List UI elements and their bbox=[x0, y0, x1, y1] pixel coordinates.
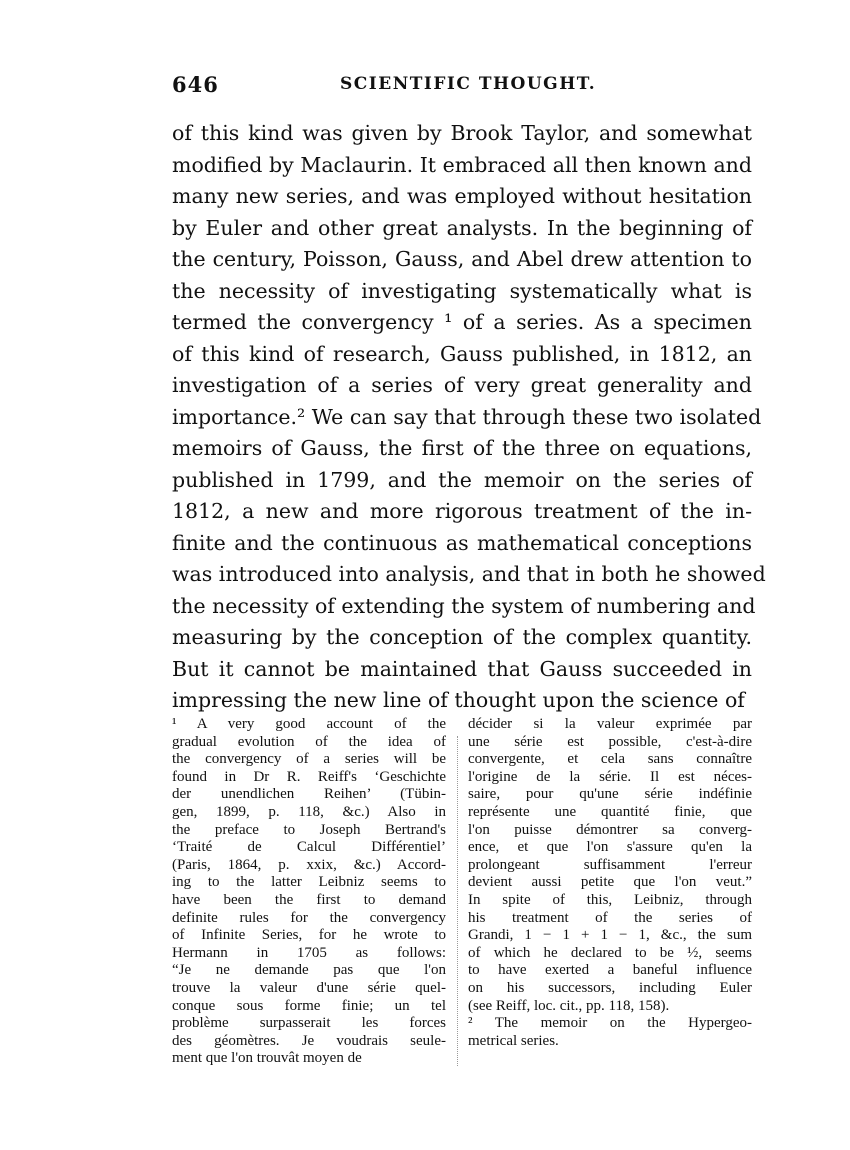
footnote-line: ¹ A very good account of the bbox=[172, 716, 446, 732]
footnotes bbox=[172, 716, 752, 1076]
footnote-line: on his successors, including Euler bbox=[468, 979, 752, 996]
footnote-line: trouve la valeur d'une série quel- bbox=[172, 979, 446, 996]
body-line: the necessity of extending the system of numbering and bbox=[172, 593, 756, 618]
footnote-line: gen, 1899, p. 118, &c.) Also in bbox=[172, 803, 446, 820]
footnote-line: the preface to Joseph Bertrand's bbox=[172, 821, 446, 838]
body-line: modified by Maclaurin. It embraced all then known and bbox=[172, 152, 752, 177]
footnote-line: ‘Traité de Calcul Différentiel’ bbox=[172, 839, 446, 856]
footnote-line: une série est possible, c'est-à-dire bbox=[468, 733, 752, 750]
running-head bbox=[172, 72, 750, 102]
footnote-line: l'on puisse démontrer sa converg- bbox=[468, 821, 752, 838]
body-line: importance.² We can say that through these two isolated bbox=[172, 404, 762, 429]
body-line: investigation of a series of very great generality and bbox=[172, 373, 752, 397]
footnote-line: to have exerted a baneful influence bbox=[468, 962, 752, 979]
footnote-line: Grandi, 1 − 1 + 1 − 1, &c., the sum bbox=[468, 927, 752, 944]
body-line: 1812, a new and more rigorous treatment of the in- bbox=[172, 499, 752, 523]
footnote-line: (see Reiff, loc. cit., pp. 118, 158). bbox=[468, 997, 670, 1014]
footnote-line: conque sous forme finie; un tel bbox=[172, 997, 446, 1014]
body-line: by Euler and other great analysts. In the beginning of bbox=[172, 215, 752, 240]
footnote-line: des géomètres. Je voudrais seule- bbox=[172, 1032, 446, 1049]
footnote-line: the convergency of a series will be bbox=[172, 751, 446, 768]
footnote-line: représente une quantité finie, que bbox=[468, 803, 752, 820]
footnote-line: ing to the latter Leibniz seems to bbox=[172, 874, 446, 891]
footnote-line: convergente, et cela sans connaître bbox=[468, 751, 752, 768]
body-line: of this kind was given by Brook Taylor, and somewhat bbox=[172, 121, 752, 145]
body-line: the century, Poisson, Gauss, and Abel drew attention to bbox=[172, 247, 752, 271]
running-title: SCIENTIFIC THOUGHT. bbox=[340, 74, 597, 94]
body-line: many new series, and was employed without hesitation bbox=[172, 184, 752, 208]
body-line: termed the convergency ¹ of a series. As a specimen bbox=[172, 310, 752, 334]
main-text bbox=[172, 118, 766, 717]
footnote-line: definite rules for the convergency bbox=[172, 909, 446, 926]
footnote-line: devient aussi petite que l'on veut.” bbox=[468, 874, 752, 891]
footnote-line: ² The memoir on the Hypergeo- bbox=[468, 1015, 752, 1032]
footnote-line: saire, pour qu'une série indéfinie bbox=[468, 786, 752, 803]
footnote-line: ment que l'on trouvât moyen de bbox=[172, 1050, 362, 1067]
footnote-line: In spite of this, Leibniz, through bbox=[468, 891, 752, 908]
footnote-line: l'origine de la série. Il est néces- bbox=[468, 768, 752, 785]
footnote-line: his treatment of the series of bbox=[468, 909, 752, 926]
footnote-line: gradual evolution of the idea of bbox=[172, 733, 446, 750]
footnote-line: prolongeant suffisamment l'erreur bbox=[468, 856, 752, 873]
body-line: impressing the new line of thought upon the science of bbox=[172, 688, 745, 712]
footnote-column-right bbox=[468, 716, 752, 1050]
footnote-column-left bbox=[172, 716, 446, 1068]
body-line: was introduced into analysis, and that in both he showed bbox=[172, 562, 766, 586]
footnote-line: metrical series. bbox=[468, 1032, 559, 1049]
body-line: memoirs of Gauss, the first of the three on equations, bbox=[172, 436, 752, 460]
footnote-line: (Paris, 1864, p. xxix, &c.) Accord- bbox=[172, 856, 446, 873]
footnote-line: décider si la valeur exprimée par bbox=[468, 716, 752, 732]
footnote-line: of which he declared to be ½, seems bbox=[468, 944, 752, 961]
footnote-line: ence, et que l'on s'assure qu'en la bbox=[468, 839, 752, 856]
footnote-line: problème surpasserait les forces bbox=[172, 1015, 446, 1032]
column-divider bbox=[457, 736, 458, 1066]
footnote-line: of Infinite Series, for he wrote to bbox=[172, 927, 446, 944]
footnote-line: found in Dr R. Reiff's ‘Geschichte bbox=[172, 768, 446, 785]
footnote-line: Hermann in 1705 as follows: bbox=[172, 944, 446, 961]
body-line: But it cannot be maintained that Gauss succeeded in bbox=[172, 656, 752, 681]
page-number: 646 bbox=[172, 72, 219, 97]
body-line: measuring by the conception of the complex quantity. bbox=[172, 625, 752, 649]
body-line: of this kind of research, Gauss published, in 1812, an bbox=[172, 341, 752, 366]
body-line: finite and the continuous as mathematical conceptions bbox=[172, 530, 752, 555]
body-line: published in 1799, and the memoir on the series of bbox=[172, 467, 752, 492]
footnote-line: have been the first to demand bbox=[172, 891, 446, 908]
body-line: the necessity of investigating systematically what is bbox=[172, 278, 752, 303]
footnote-line: “Je ne demande pas que l'on bbox=[172, 962, 446, 979]
footnote-line: der unendlichen Reihen’ (Tübin- bbox=[172, 786, 446, 803]
